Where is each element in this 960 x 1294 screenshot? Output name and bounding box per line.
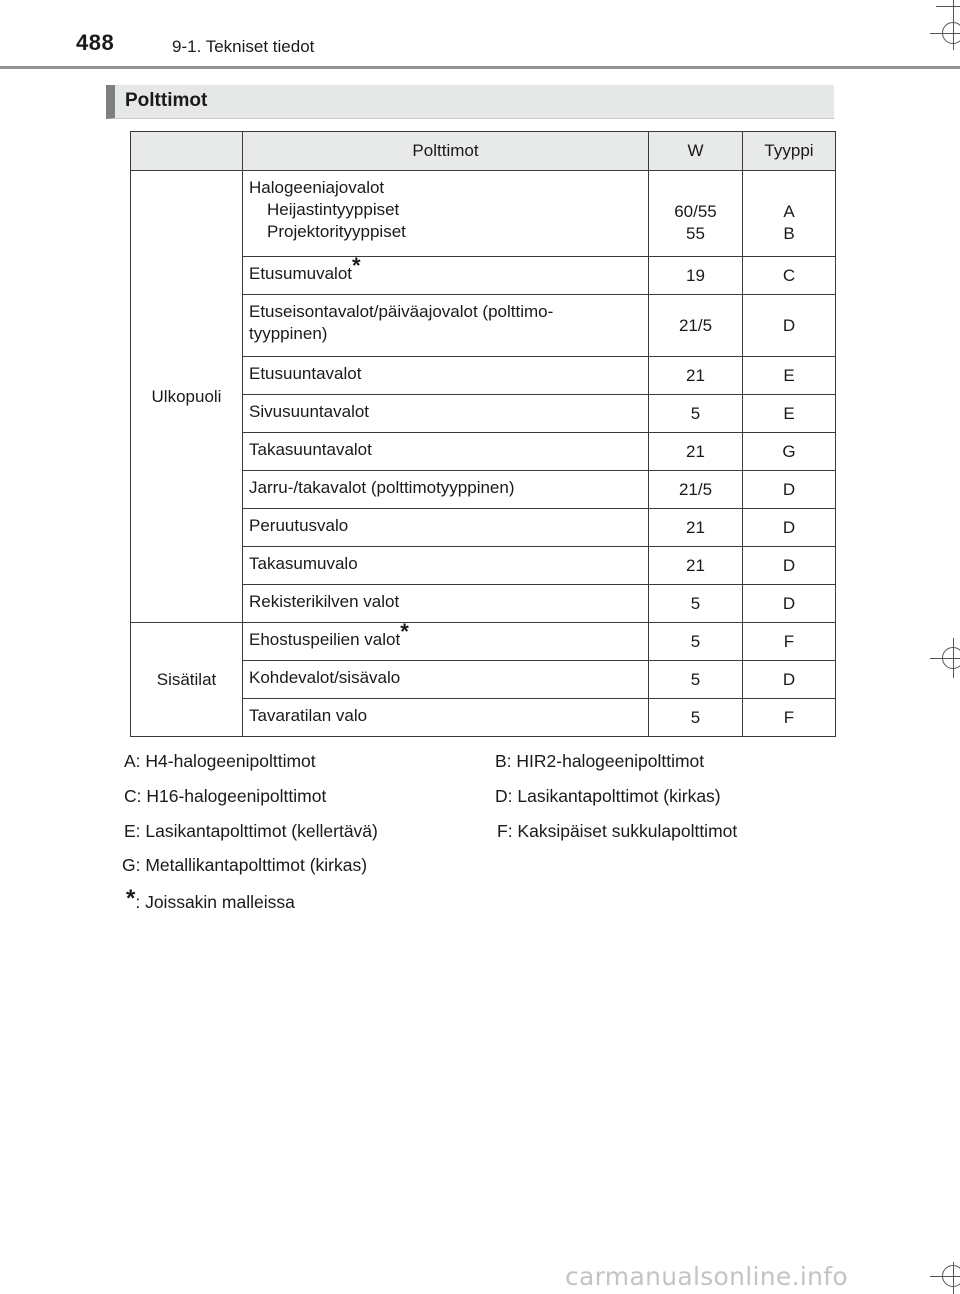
watt-value: 5	[649, 585, 743, 623]
bulb-name: Peruutusvalo	[243, 509, 649, 547]
bulb-name: Tavaratilan valo	[243, 699, 649, 737]
type-value: D	[743, 295, 836, 357]
watt-value: 5	[649, 699, 743, 737]
type-value: D	[743, 547, 836, 585]
area-cell-interior: Sisätilat	[131, 623, 243, 737]
table-row	[131, 623, 836, 661]
bulb-name: Jarru-/takavalot (polttimotyyppinen)	[243, 471, 649, 509]
legend-d: D: Lasikantapolttimot (kirkas)	[495, 786, 721, 806]
footnote	[126, 885, 295, 913]
bulb-name-cell	[243, 619, 649, 661]
type-value: F	[743, 623, 836, 661]
type-value: A	[783, 201, 795, 221]
watt-value: 5	[649, 623, 743, 661]
bulb-name: Takasuuntavalot	[243, 433, 649, 471]
watt-value: 21/5	[649, 295, 743, 357]
watt-value: 60/55	[674, 201, 717, 221]
watt-value: 55	[686, 223, 705, 243]
bulb-name: Rekisterikilven valot	[243, 585, 649, 623]
type-value: F	[743, 699, 836, 737]
bulb-name-continued: tyyppinen)	[249, 324, 328, 343]
type-value: D	[743, 661, 836, 699]
bulb-table	[130, 131, 836, 737]
area-cell-exterior: Ulkopuoli	[131, 171, 243, 623]
bulb-name: Takasumuvalo	[243, 547, 649, 585]
header-rule	[0, 66, 960, 69]
section-title: Polttimot	[125, 90, 208, 111]
watermark: carmanualsonline.info	[565, 1262, 848, 1291]
bulb-name: Etusumuvalot	[249, 264, 352, 283]
type-value: E	[743, 395, 836, 433]
footnote-star: *	[400, 619, 409, 644]
bulb-name-cell	[243, 295, 649, 357]
column-header-bulbs: Polttimot	[243, 132, 649, 171]
bulb-name: Etuseisontavalot/päiväajovalot (polttimo-	[249, 302, 554, 321]
watt-value: 19	[649, 257, 743, 295]
bulb-name: Kohdevalot/sisävalo	[243, 661, 649, 699]
table-header-row	[131, 132, 836, 171]
watt-value: 21	[649, 357, 743, 395]
table-row	[131, 171, 836, 257]
bulb-name: Halogeeniajovalot	[249, 178, 385, 197]
bulb-name: Sivusuuntavalot	[243, 395, 649, 433]
bulb-name-cell	[243, 171, 649, 257]
footnote-star: *	[126, 885, 136, 912]
watt-cell	[649, 171, 743, 257]
page-number: 488	[76, 30, 115, 55]
bulb-name: Etusuuntavalot	[243, 357, 649, 395]
section-header: 9-1. Tekniset tiedot	[172, 37, 315, 56]
type-value: D	[743, 585, 836, 623]
legend-f: F: Kaksipäiset sukkulapolttimot	[497, 821, 738, 841]
legend-a: A: H4-halogeenipolttimot	[124, 751, 316, 771]
column-header-area	[131, 132, 243, 171]
watt-value: 5	[649, 395, 743, 433]
bulb-subtype: Projektorityyppiset	[267, 222, 406, 241]
watt-value: 5	[649, 661, 743, 699]
type-value: B	[783, 223, 795, 243]
watt-value: 21	[649, 547, 743, 585]
bulb-name-cell	[243, 253, 649, 295]
legend-b: B: HIR2-halogeenipolttimot	[495, 751, 705, 771]
type-value: G	[743, 433, 836, 471]
type-value: D	[743, 509, 836, 547]
legend-e: E: Lasikantapolttimot (kellertävä)	[124, 821, 378, 841]
bulb-name: Ehostuspeilien valot	[249, 630, 401, 649]
type-value: C	[743, 257, 836, 295]
column-header-type: Tyyppi	[743, 132, 836, 171]
watt-value: 21	[649, 509, 743, 547]
type-cell	[743, 171, 836, 257]
legend-c: C: H16-halogeenipolttimot	[124, 786, 327, 806]
watt-value: 21/5	[649, 471, 743, 509]
footnote-star: *	[352, 253, 361, 278]
watt-value: 21	[649, 433, 743, 471]
section-title-bar	[106, 85, 834, 119]
footnote-text: : Joissakin malleissa	[135, 892, 295, 912]
type-value: E	[743, 357, 836, 395]
bulb-subtype: Heijastintyyppiset	[267, 200, 400, 219]
column-header-watt: W	[649, 132, 743, 171]
type-value: D	[743, 471, 836, 509]
legend-g: G: Metallikantapolttimot (kirkas)	[122, 855, 368, 875]
